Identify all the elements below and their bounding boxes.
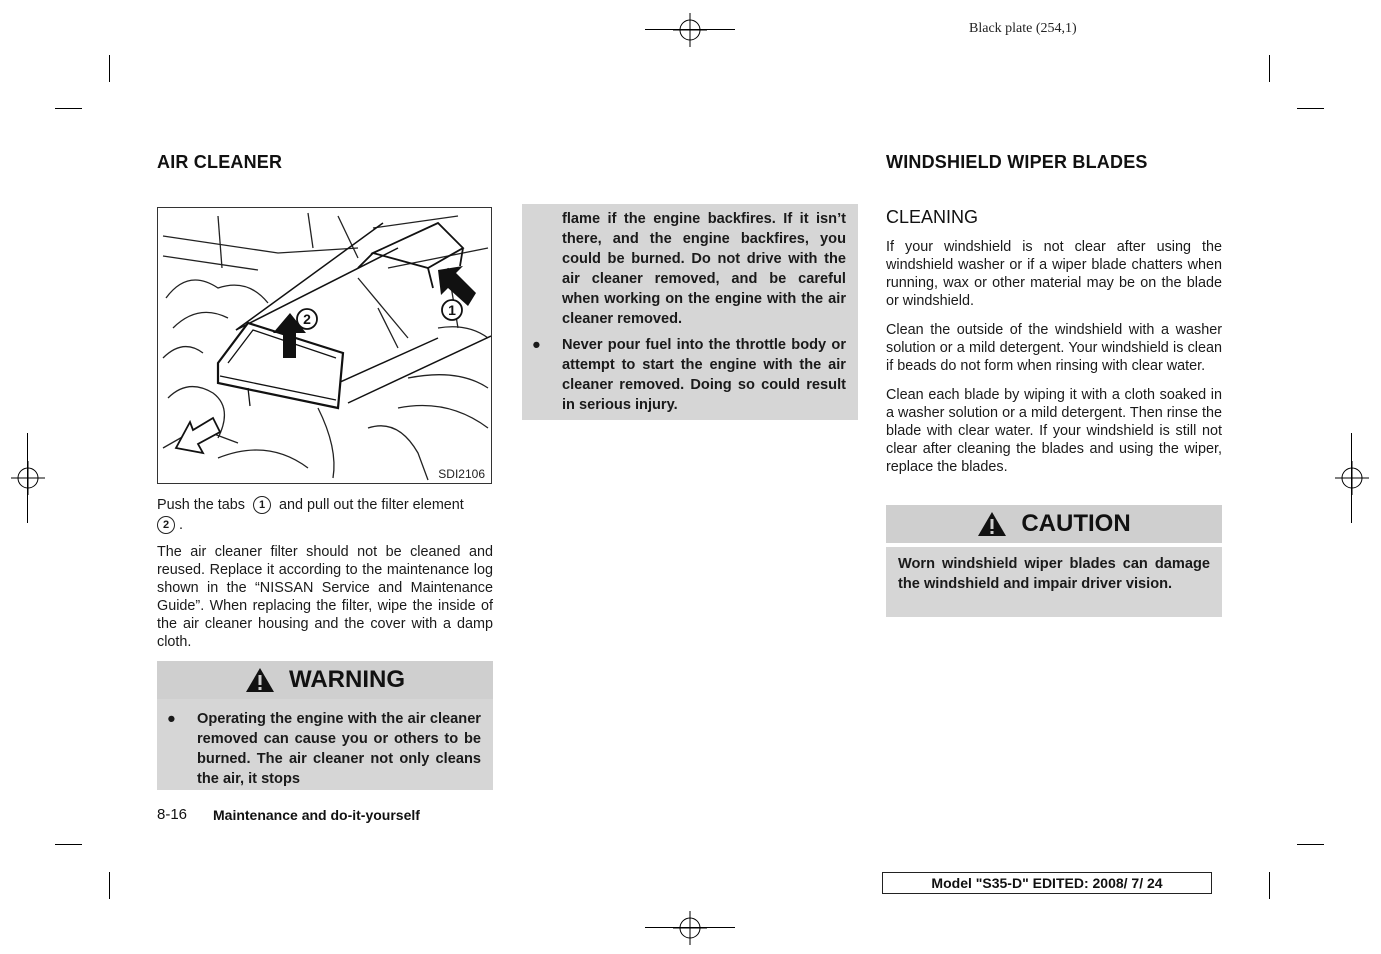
cleaning-paragraph: Clean each blade by wiping it with a cloth soaked in a washer solution or a mild detergent. Then rinse the blade with clear water. If your windshield is still not clear after cleaning the blades and using the wiper, replace the blades. [886, 387, 1222, 475]
caution-box [886, 547, 1222, 617]
bullet-dot: ● [532, 337, 541, 353]
instruction-part: . [179, 517, 183, 533]
registration-mark-icon [11, 461, 45, 495]
instruction-text [157, 495, 493, 535]
caution-text: Worn windshield wiper blades can damage the windshield and impair driver vision. [898, 556, 1210, 592]
crop-mark [109, 55, 110, 82]
crop-mark [55, 108, 82, 109]
callout-number-2: 2 [157, 516, 175, 534]
registration-mark-icon [1335, 461, 1369, 495]
page-number: 8-16 [157, 806, 188, 823]
crop-mark [1297, 844, 1324, 845]
caution-banner [886, 505, 1222, 543]
list-item [522, 335, 846, 415]
warning-bullet-2: Never pour fuel into the throttle body or attempt to start the engine with the air cleaner removed. Doing so could result in serious injury. [562, 337, 846, 413]
figure-code: SDI2106 [438, 467, 485, 481]
crop-mark [55, 844, 82, 845]
list-item [522, 209, 846, 329]
cleaning-paragraphs [886, 238, 1222, 487]
instruction-part: and pull out the filter element [279, 497, 464, 513]
warning-box-continued [522, 204, 858, 420]
crop-mark [1269, 55, 1270, 82]
bullet-dot: ● [167, 711, 176, 727]
registration-mark-icon [673, 911, 707, 945]
air-cleaner-illustration [158, 208, 491, 483]
crop-mark [27, 433, 28, 523]
crop-mark [1269, 872, 1270, 899]
chapter-title: Maintenance and do-it-yourself [213, 807, 420, 823]
subsection-cleaning: CLEANING [886, 207, 979, 227]
crop-mark [645, 29, 735, 30]
cleaning-paragraph: If your windshield is not clear after using the windshield washer or if a wiper blade chatters when running, wax or other material may be on the blade or windshield. [886, 239, 1222, 309]
caution-label: CAUTION [1021, 510, 1131, 537]
cleaning-paragraph: Clean the outside of the windshield with a washer solution or a mild detergent. Your windshield is clean if beads do not form when rinsing with clear water. [886, 322, 1222, 374]
figure-callout-2: 2 [303, 311, 311, 327]
model-edit-label: Model "S35-D" EDITED: 2008/ 7/ 24 [882, 872, 1212, 894]
warning-box [157, 699, 493, 790]
crop-mark [1297, 108, 1324, 109]
callout-number-1: 1 [253, 496, 271, 514]
crop-mark [645, 927, 735, 928]
figure-callout-1: 1 [448, 302, 456, 318]
warning-banner [157, 661, 493, 699]
warning-label: WARNING [289, 666, 405, 693]
warning-continuation: flame if the engine backfires. If it isn’t there, and the engine backfires, you could be burned. Do not drive with the air cleaner removed, and be careful when working on the engine with the air cleaner removed. [562, 211, 846, 327]
crop-mark [1351, 433, 1352, 523]
section-title-wiper-blades: WINDSHIELD WIPER BLADES [886, 152, 1148, 172]
warning-bullet-1: Operating the engine with the air cleaner removed can cause you or others to be burned. The air cleaner not only cleans the air, it stops [197, 711, 481, 787]
registration-mark-icon [673, 13, 707, 47]
air-cleaner-figure [157, 207, 492, 484]
plate-label: Black plate (254,1) [969, 21, 1077, 36]
instruction-part: Push the tabs [157, 497, 246, 513]
caution-triangle-icon [977, 511, 1007, 537]
list-item [157, 709, 481, 789]
section-title-air-cleaner: AIR CLEANER [157, 152, 283, 172]
filter-paragraph: The air cleaner filter should not be cleaned and reused. Replace it according to the maintenance log shown in the “NISSAN Service and Maintenance Guide”. When replacing the filter, wipe the inside of the air cleaner housing and the cover with a damp cloth. [157, 544, 493, 650]
warning-triangle-icon [245, 667, 275, 693]
crop-mark [109, 872, 110, 899]
